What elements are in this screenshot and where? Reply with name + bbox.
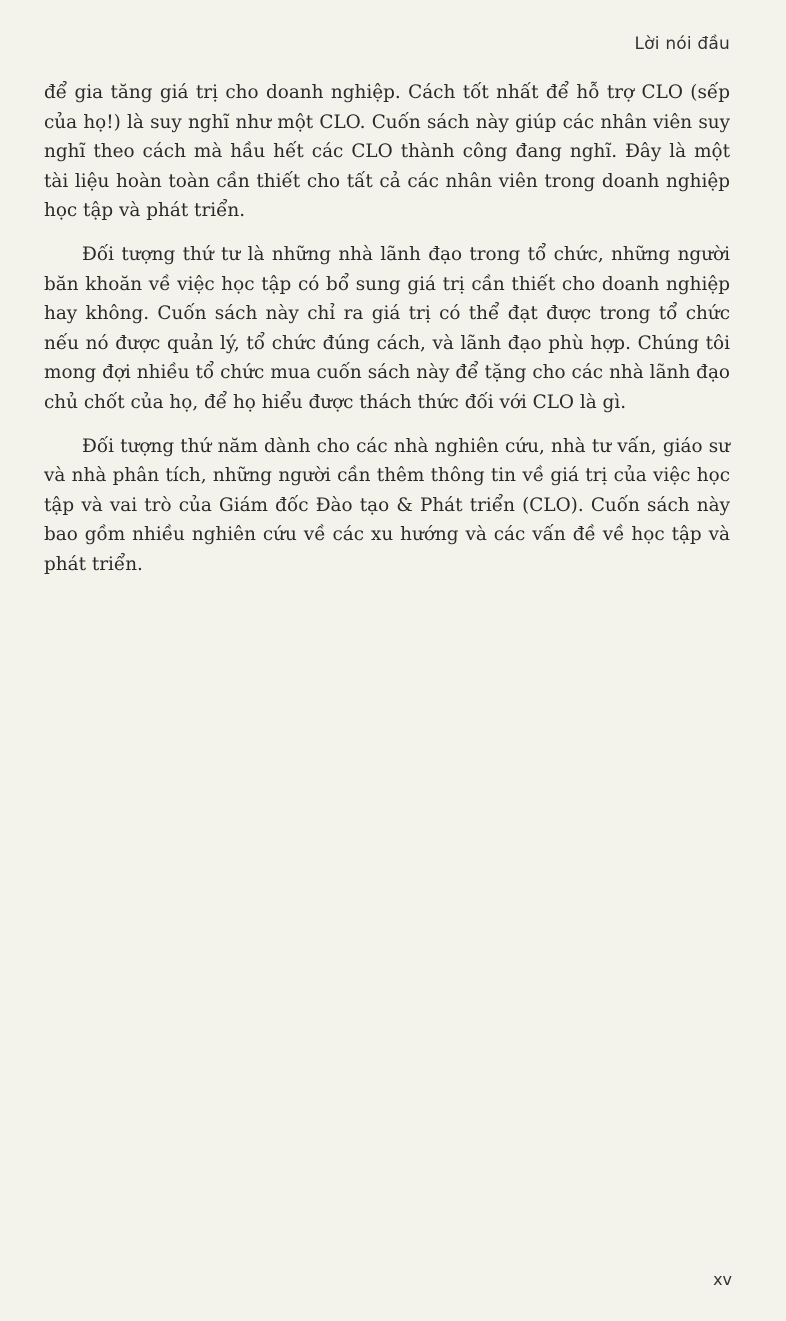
body-text [44,78,730,594]
paragraph-continuation: để gia tăng giá trị cho doanh nghiệp. Cách tốt nhất để hỗ trợ CLO (sếp của họ!) là suy nghĩ như một CLO. Cuốn sách này giúp các nhân viên suy nghĩ theo cách mà hầu hết các CLO thành công đang nghĩ. Đây là một tài liệu hoàn toàn cần thiết cho tất cả các nhân viên trong doanh nghiệp học tập và phát triển. [44,82,730,222]
paragraph-fourth-audience: Đối tượng thứ tư là những nhà lãnh đạo trong tổ chức, những người băn khoăn về việc học tập có bổ sung giá trị cần thiết cho doanh nghiệp hay không. Cuốn sách này chỉ ra giá trị có thể đạt được trong tổ chức nếu nó được quản lý, tổ chức đúng cách, và lãnh đạo phù hợp. Chúng tôi mong đợi nhiều tổ chức mua cuốn sách này để tặng cho các nhà lãnh đạo chủ chốt của họ, để họ hiểu được thách thức đối với CLO là gì. [44,243,730,413]
paragraph-fifth-audience: Đối tượng thứ năm dành cho các nhà nghiên cứu, nhà tư vấn, giáo sư và nhà phân tích, những người cần thêm thông tin về giá trị của việc học tập và vai trò của Giám đốc Đào tạo & Phát triển (CLO). Cuốn sách này bao gồm nhiều nghiên cứu về các xu hướng và các vấn đề về học tập và phát triển. [44,435,730,575]
running-header: Lời nói đầu [634,34,730,54]
page-number: xv [713,1270,732,1289]
